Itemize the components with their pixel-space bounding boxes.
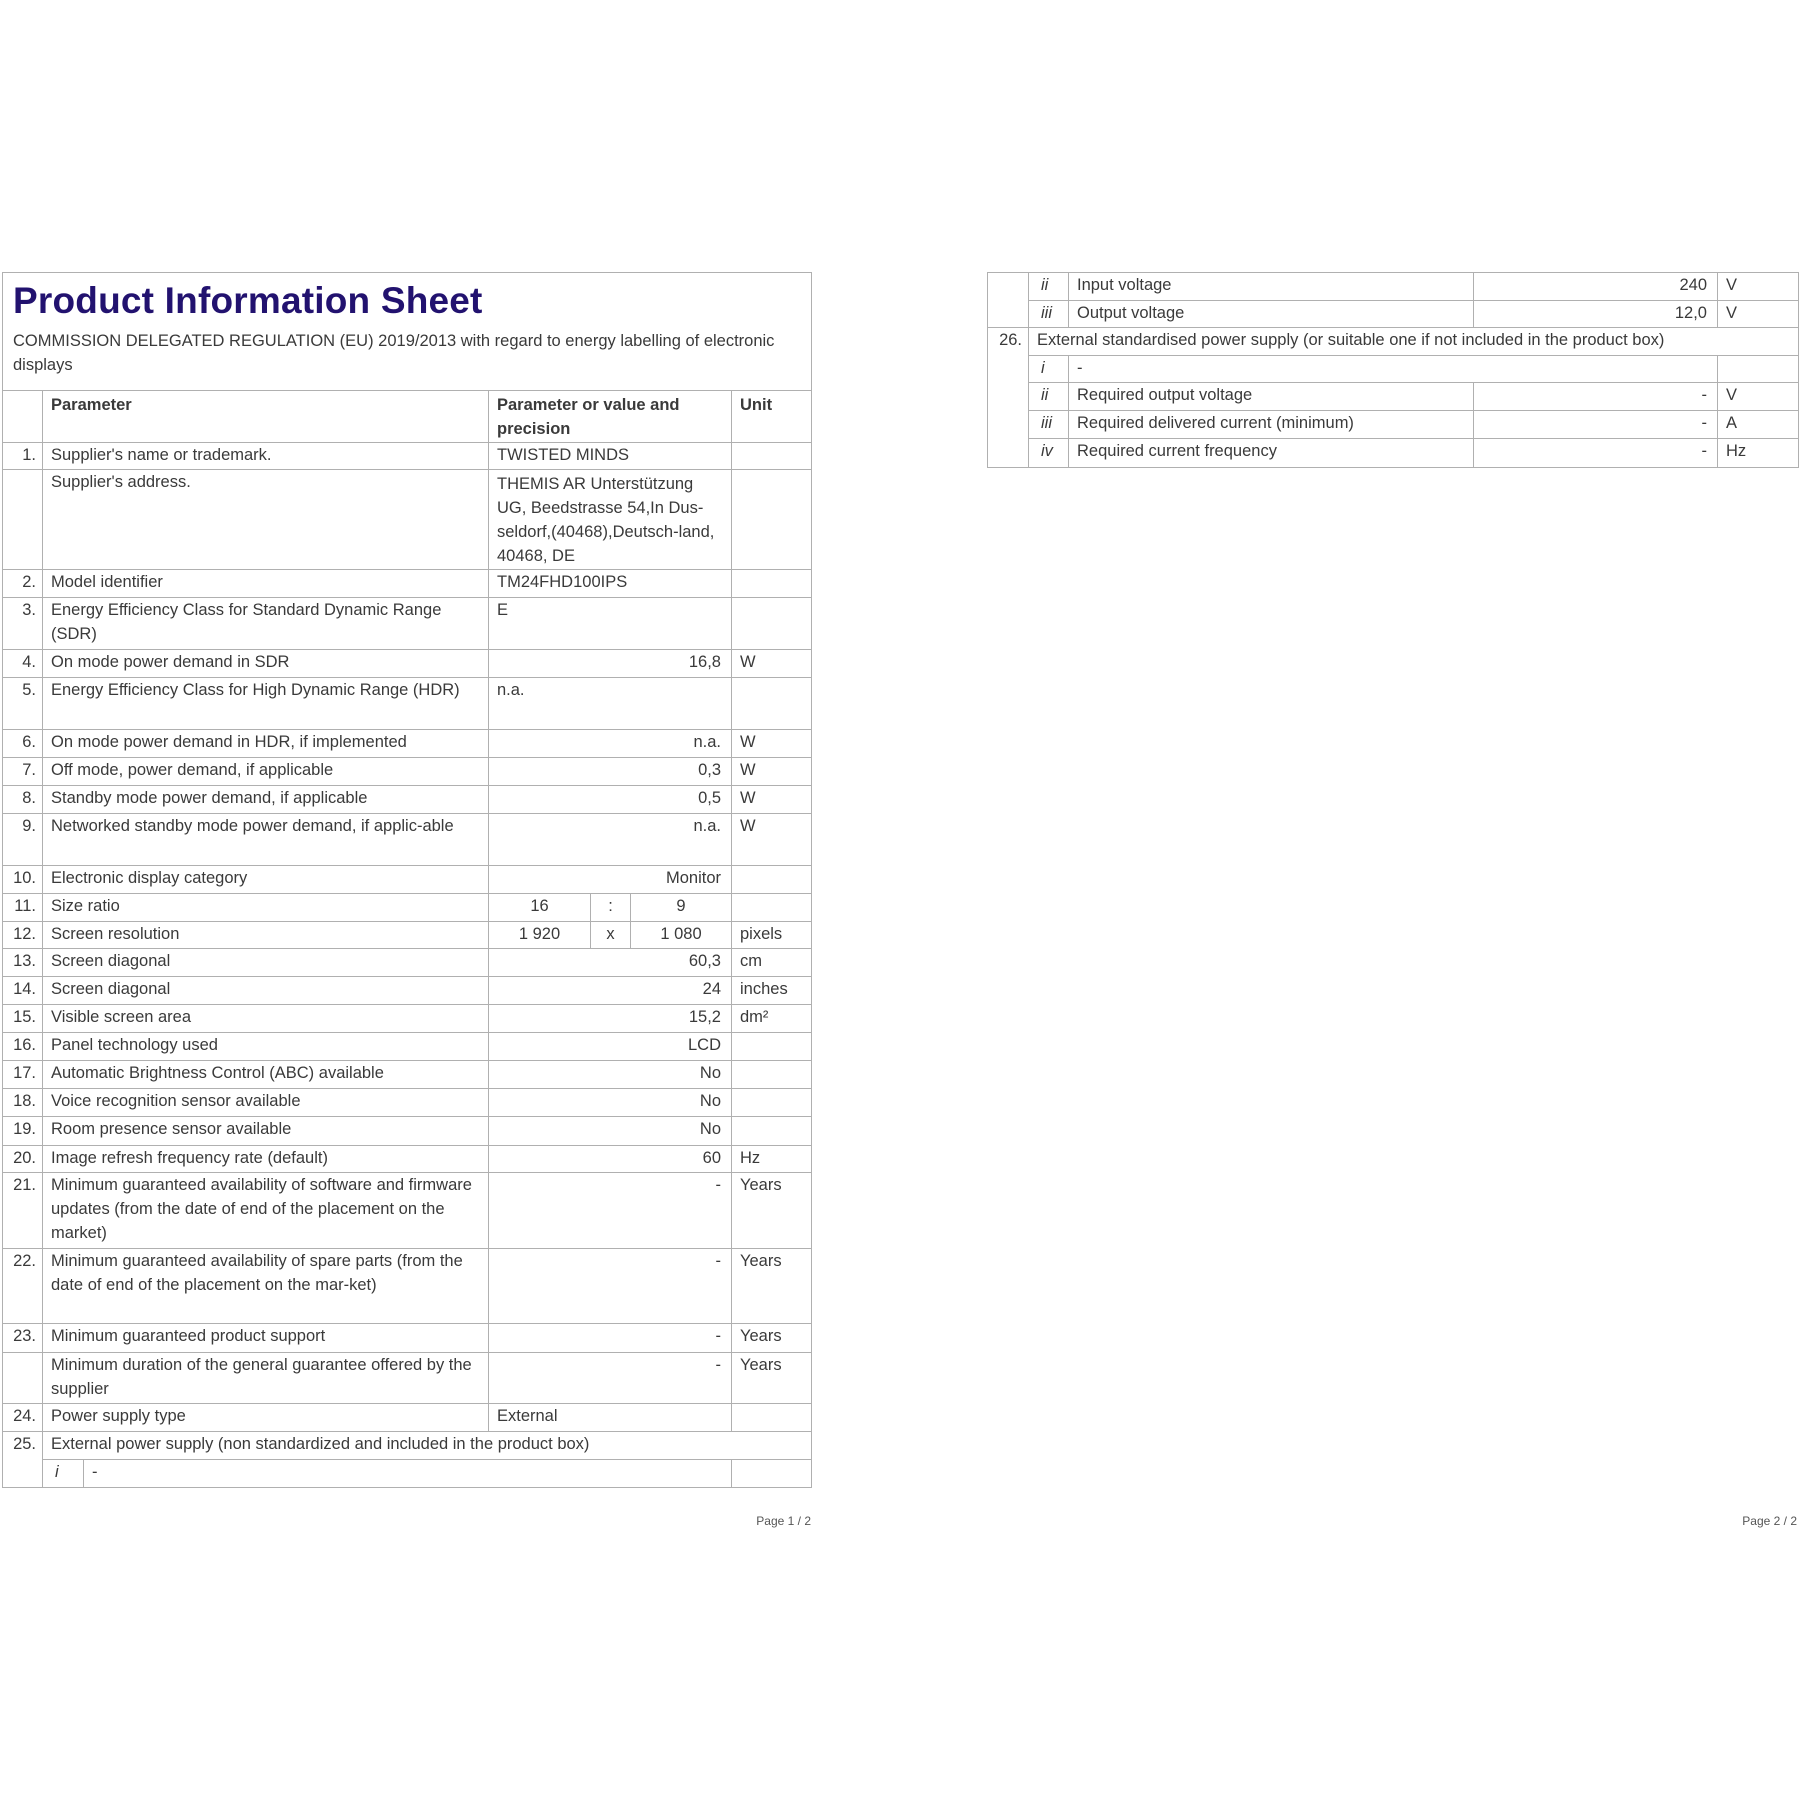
- row-value: n.a.: [489, 814, 732, 866]
- row-parameter: Standby mode power demand, if applicable: [43, 786, 489, 814]
- header-parameter: Parameter: [43, 391, 489, 443]
- table-row: [3, 894, 812, 922]
- row-unit: [732, 866, 812, 894]
- row-value: 15,2: [489, 1005, 732, 1033]
- row-number: 13.: [3, 949, 43, 977]
- table-subrow: [988, 439, 1799, 468]
- table-header-row: [3, 391, 812, 443]
- table-row: [3, 814, 812, 866]
- header-unit: Unit: [732, 391, 812, 443]
- row-parameter: Minimum duration of the general guarantee offered by the supplier: [43, 1353, 489, 1404]
- table-row: [3, 758, 812, 786]
- subrow-parameter: Required delivered current (minimum): [1069, 411, 1474, 439]
- row-unit: [732, 470, 812, 570]
- row-unit: [732, 598, 812, 650]
- row-unit: cm: [732, 949, 812, 977]
- row-value: No: [489, 1117, 732, 1146]
- title-cell: [3, 273, 812, 391]
- row-value: -: [489, 1324, 732, 1353]
- table-row: [3, 949, 812, 977]
- row-unit: [732, 1404, 812, 1432]
- row-number: 5.: [3, 678, 43, 730]
- row-value: Monitor: [489, 866, 732, 894]
- row-value: 60,3: [489, 949, 732, 977]
- resolution-width: 1 920: [489, 922, 591, 949]
- row-unit: [732, 1089, 812, 1117]
- row-value: TM24FHD100IPS: [489, 570, 732, 598]
- row-unit: W: [732, 730, 812, 758]
- row-number: [3, 470, 43, 570]
- row-number: 19.: [3, 1117, 43, 1146]
- product-info-table-page-1: [2, 272, 812, 1488]
- row-value: No: [489, 1061, 732, 1089]
- row-value: 60: [489, 1146, 732, 1173]
- table-row: [3, 678, 812, 730]
- row-unit: Hz: [732, 1146, 812, 1173]
- row-unit: W: [732, 758, 812, 786]
- table-row: [3, 1117, 812, 1146]
- row-unit: Years: [732, 1173, 812, 1249]
- row-number: 9.: [3, 814, 43, 866]
- table-subrow: [3, 1460, 812, 1488]
- subrow-parameter: Required current frequency: [1069, 439, 1474, 468]
- row-unit: [732, 570, 812, 598]
- table-row: [3, 730, 812, 758]
- row-number: 7.: [3, 758, 43, 786]
- row-unit: inches: [732, 977, 812, 1005]
- row-number: 14.: [3, 977, 43, 1005]
- row-value: 16,8: [489, 650, 732, 678]
- table-row: [3, 1432, 812, 1460]
- row-number: 2.: [3, 570, 43, 598]
- table-row: [3, 1353, 812, 1404]
- row-number: 12.: [3, 922, 43, 949]
- row-parameter: Voice recognition sensor available: [43, 1089, 489, 1117]
- subrow-parameter: Output voltage: [1069, 301, 1474, 328]
- row-number: 20.: [3, 1146, 43, 1173]
- subrow-unit: A: [1718, 411, 1799, 439]
- row-unit: dm²: [732, 1005, 812, 1033]
- row-parameter: Minimum guaranteed availability of spare parts (from the date of end of the placement on the mar-ket): [43, 1249, 489, 1324]
- subrow-unit: [732, 1460, 812, 1488]
- row-value: 24: [489, 977, 732, 1005]
- subrow-value: 12,0: [1474, 301, 1718, 328]
- row-unit: W: [732, 650, 812, 678]
- subrow-roman: ii: [1029, 273, 1069, 301]
- row-unit: W: [732, 786, 812, 814]
- row-unit: pixels: [732, 922, 812, 949]
- table-row: [988, 328, 1799, 356]
- ratio-width: 16: [489, 894, 591, 922]
- product-info-table-page-2: [987, 272, 1799, 468]
- table-row: [3, 650, 812, 678]
- row-parameter: Minimum guaranteed product support: [43, 1324, 489, 1353]
- row-number: 1.: [3, 443, 43, 470]
- row-parameter: Automatic Brightness Control (ABC) available: [43, 1061, 489, 1089]
- row-parameter: Supplier's address.: [43, 470, 489, 570]
- row-unit: [732, 678, 812, 730]
- table-subrow: [988, 301, 1799, 328]
- row-number: 24.: [3, 1404, 43, 1432]
- table-row: [3, 598, 812, 650]
- table-row: [3, 1089, 812, 1117]
- row-value: No: [489, 1089, 732, 1117]
- row-parameter: Supplier's name or trademark.: [43, 443, 489, 470]
- row-number: 6.: [3, 730, 43, 758]
- subrow-value: -: [1474, 411, 1718, 439]
- table-row: [3, 1061, 812, 1089]
- table-row: [3, 470, 812, 570]
- page-number-1: Page 1 / 2: [756, 1514, 811, 1528]
- title-block: [3, 273, 812, 391]
- page-title: Product Information Sheet: [13, 280, 483, 321]
- row-value: 0,5: [489, 786, 732, 814]
- row-parameter: Screen diagonal: [43, 949, 489, 977]
- row-value: -: [489, 1173, 732, 1249]
- ratio-separator: :: [591, 894, 631, 922]
- row-value: E: [489, 598, 732, 650]
- header-num: [3, 391, 43, 443]
- row-parameter: Energy Efficiency Class for High Dynamic Range (HDR): [43, 678, 489, 730]
- table-row: [3, 922, 812, 949]
- resolution-separator: x: [591, 922, 631, 949]
- row-parameter: Off mode, power demand, if applicable: [43, 758, 489, 786]
- row-number: 25.: [3, 1432, 43, 1488]
- row-number: 23.: [3, 1324, 43, 1353]
- subrow-value: 240: [1474, 273, 1718, 301]
- row-parameter: Size ratio: [43, 894, 489, 922]
- subrow-roman: iii: [1029, 301, 1069, 328]
- row-number: 22.: [3, 1249, 43, 1324]
- row-parameter: Screen diagonal: [43, 977, 489, 1005]
- row-unit: Years: [732, 1324, 812, 1353]
- subrow-parameter: Input voltage: [1069, 273, 1474, 301]
- row-unit: [732, 1033, 812, 1061]
- row-value: -: [489, 1249, 732, 1324]
- row-unit: Years: [732, 1249, 812, 1324]
- row-value: TWISTED MINDS: [489, 443, 732, 470]
- table-row: [3, 1146, 812, 1173]
- table-row: [3, 977, 812, 1005]
- row-unit: [732, 1117, 812, 1146]
- table-row: [3, 1033, 812, 1061]
- row-parameter: Model identifier: [43, 570, 489, 598]
- table-subrow: [988, 383, 1799, 411]
- row-value: n.a.: [489, 730, 732, 758]
- table-row: [3, 1173, 812, 1249]
- subrow-roman: iii: [1029, 411, 1069, 439]
- row-parameter: Room presence sensor available: [43, 1117, 489, 1146]
- row-number: 15.: [3, 1005, 43, 1033]
- table-row: [3, 1005, 812, 1033]
- row-unit: W: [732, 814, 812, 866]
- row-parameter: Visible screen area: [43, 1005, 489, 1033]
- row-parameter: On mode power demand in SDR: [43, 650, 489, 678]
- row-value: LCD: [489, 1033, 732, 1061]
- row-parameter: Minimum guaranteed availability of software and firmware updates (from the date of end of the placement on the market): [43, 1173, 489, 1249]
- row-parameter: Screen resolution: [43, 922, 489, 949]
- row-number: 21.: [3, 1173, 43, 1249]
- row-value: -: [489, 1353, 732, 1404]
- row-value: 0,3: [489, 758, 732, 786]
- table-row: [3, 786, 812, 814]
- row-unit: [732, 443, 812, 470]
- subrow-unit: [1718, 356, 1799, 383]
- row-number: 17.: [3, 1061, 43, 1089]
- subrow-unit: V: [1718, 273, 1799, 301]
- row-parameter: Image refresh frequency rate (default): [43, 1146, 489, 1173]
- row-number: 10.: [3, 866, 43, 894]
- row-value: External: [489, 1404, 732, 1432]
- table-row: [3, 443, 812, 470]
- table-subrow: [988, 356, 1799, 383]
- subrow-unit: V: [1718, 383, 1799, 411]
- row-number: [988, 273, 1029, 328]
- row-number: 16.: [3, 1033, 43, 1061]
- row-number: 26.: [988, 328, 1029, 468]
- row-number: 11.: [3, 894, 43, 922]
- table-row: [3, 866, 812, 894]
- table-row: [3, 570, 812, 598]
- regulation-subtitle: COMMISSION DELEGATED REGULATION (EU) 2019/2013 with regard to energy labelling of electronic displays: [13, 332, 775, 374]
- subrow-parameter: Required output voltage: [1069, 383, 1474, 411]
- row-value: [489, 470, 732, 570]
- subrow-value: -: [84, 1460, 732, 1488]
- row-parameter: Electronic display category: [43, 866, 489, 894]
- table-row: [3, 1249, 812, 1324]
- row-parameter: External standardised power supply (or suitable one if not included in the product box): [1029, 328, 1799, 356]
- subrow-roman: i: [1029, 356, 1069, 383]
- row-parameter: Networked standby mode power demand, if applic-able: [43, 814, 489, 866]
- resolution-height: 1 080: [631, 922, 732, 949]
- row-number: 3.: [3, 598, 43, 650]
- subrow-value: -: [1474, 383, 1718, 411]
- row-unit: [732, 894, 812, 922]
- subrow-unit: V: [1718, 301, 1799, 328]
- row-number: [3, 1353, 43, 1404]
- row-parameter: Power supply type: [43, 1404, 489, 1432]
- subrow-roman: ii: [1029, 383, 1069, 411]
- row-parameter: Panel technology used: [43, 1033, 489, 1061]
- row-value: n.a.: [489, 678, 732, 730]
- page-number-2: Page 2 / 2: [1742, 1514, 1797, 1528]
- row-number: 18.: [3, 1089, 43, 1117]
- subrow-roman: i: [43, 1460, 84, 1488]
- header-value: Parameter or value and precision: [489, 391, 732, 443]
- subrow-unit: Hz: [1718, 439, 1799, 468]
- subrow-roman: iv: [1029, 439, 1069, 468]
- subrow-value: -: [1069, 356, 1718, 383]
- table-row: [3, 1404, 812, 1432]
- row-number: 4.: [3, 650, 43, 678]
- row-unit: Years: [732, 1353, 812, 1404]
- row-parameter: Energy Efficiency Class for Standard Dynamic Range (SDR): [43, 598, 489, 650]
- table-subrow: [988, 273, 1799, 301]
- table-subrow: [988, 411, 1799, 439]
- table-row: [3, 1324, 812, 1353]
- subrow-value: -: [1474, 439, 1718, 468]
- row-unit: [732, 1061, 812, 1089]
- row-parameter: On mode power demand in HDR, if implemented: [43, 730, 489, 758]
- supplier-address: THEMIS AR Unterstützung UG, Beedstrasse 54,In Dus-seldorf,(40468),Deutsch-land, 40468, DE: [497, 475, 715, 565]
- row-parameter: External power supply (non standardized and included in the product box): [43, 1432, 812, 1460]
- row-number: 8.: [3, 786, 43, 814]
- ratio-height: 9: [631, 894, 732, 922]
